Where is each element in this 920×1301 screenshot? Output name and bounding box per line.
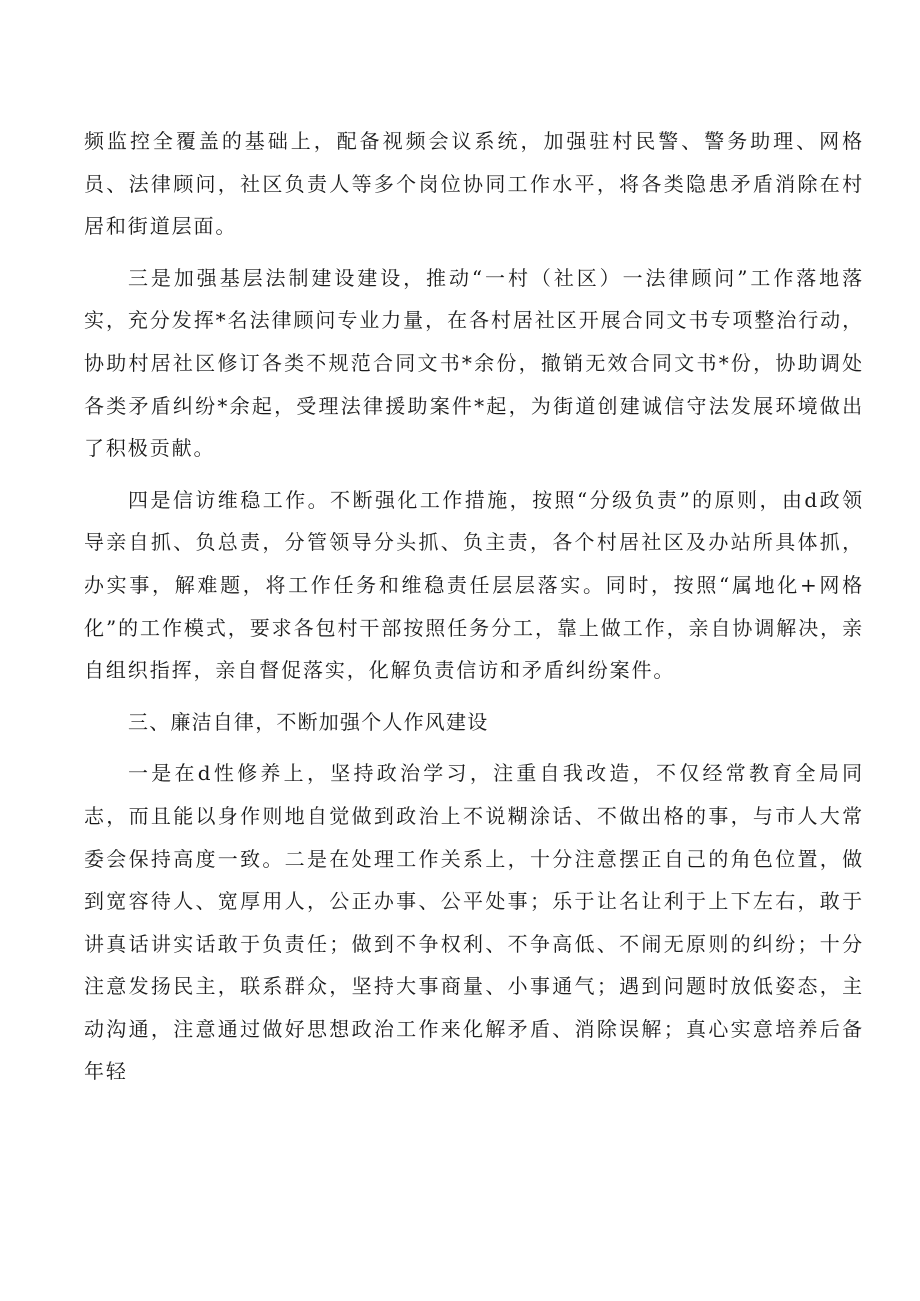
paragraph-continuation: 频监控全覆盖的基础上，配备视频会议系统，加强驻村民警、警务助理、网格员、法律顾问，社区负责人等多个岗位协同工作水平，将各类隐患矛盾消除在村居和街道层面。 — [84, 129, 864, 239]
paragraph-self-discipline: 一是在d性修养上，坚持政治学习，注重自我改造，不仅经常教育全局同志，而且能以身作则地自觉做到政治上不说糊涂话、不做出格的事，与市人大常委会保持高度一致。二是在处理工作关系上，十分注意摆正自己的角色位置，做到宽容待人、宽厚用人，公正办事、公平处事；乐于让名让利于上下左右，敢于讲真话讲实话敢于负责任；做到不争权利、不争高低、不闹无原则的纠纷；十分注意发扬民主，联系群众，坚持大事商量、小事通气；遇到问题时放低姿态，主动沟通，注意通过做好思想政治工作来化解矛盾、消除误解；真心实意培养后备年轻 — [84, 761, 864, 1084]
paragraph-legal-construction: 三是加强基层法制建设建设，推动“一村（社区）一法律顾问”工作落地落实，充分发挥*名法律顾问专业力量，在各村居社区开展合同文书专项整治行动，协助村居社区修订各类不规范合同文书*余份，撤销无效合同文书*份，协助调处各类矛盾纠纷*余起，受理法律援助案件*起，为街道创建诚信守法发展环境做出了积极贡献。 — [84, 265, 864, 461]
document-body — [84, 120, 864, 1093]
section-heading-integrity: 三、廉洁自律，不断加强个人作风建设 — [128, 709, 489, 734]
paragraph-petition-stability: 四是信访维稳工作。不断强化工作措施，按照“分级负责”的原则，由d政领导亲自抓、负总责，分管领导分头抓、负主责，各个村居社区及办站所具体抓，办实事，解难题，将工作任务和维稳责任层层落实。同时，按照“属地化+网格化”的工作模式，要求各包村干部按照任务分工，靠上做工作，亲自协调解决，亲自组织指挥，亲自督促落实，化解负责信访和矛盾纠纷案件。 — [84, 487, 864, 683]
